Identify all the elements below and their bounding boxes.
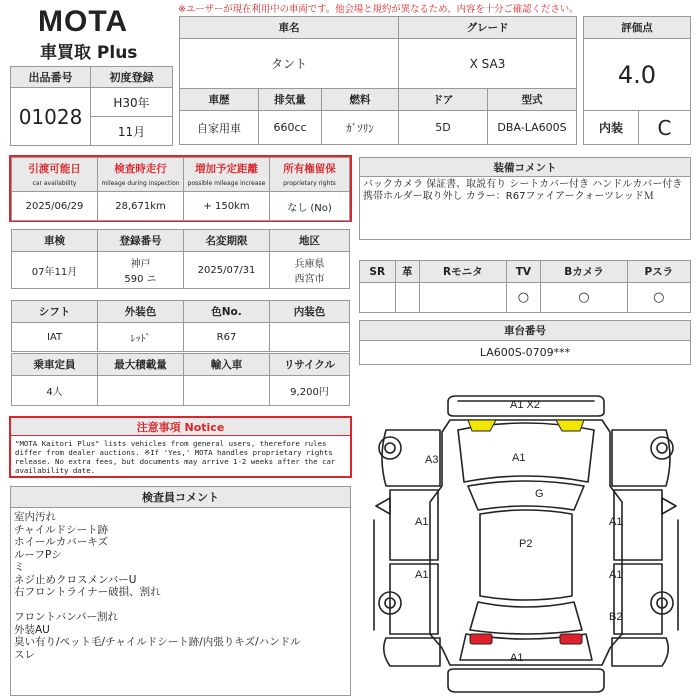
chassis-table bbox=[359, 320, 691, 365]
displacement-value: 660cc bbox=[259, 111, 322, 145]
front-marker-right bbox=[556, 420, 584, 431]
district-label: 地区 bbox=[270, 230, 350, 252]
ext-color-label: 外装色 bbox=[98, 301, 184, 323]
option-pslide-value: ○ bbox=[627, 283, 690, 313]
recycle-value: 9,200円 bbox=[270, 376, 350, 406]
option-sr-value bbox=[360, 283, 396, 313]
inspector-line: 外装AU bbox=[14, 623, 50, 636]
door-value: 5D bbox=[399, 111, 488, 145]
capacity-table bbox=[11, 353, 350, 406]
mark-left-fender: A3 bbox=[425, 454, 439, 466]
windshield bbox=[468, 481, 584, 510]
first-reg-label: 初度登録 bbox=[90, 66, 173, 88]
left-mirror bbox=[376, 498, 390, 514]
int-color-value bbox=[270, 323, 350, 352]
mark-left-rear-door: A1 bbox=[415, 569, 429, 581]
mark-right-rear-door: A1 bbox=[609, 569, 623, 581]
inspector-line: 室内汚れ bbox=[14, 511, 56, 523]
color-no-label: 色No. bbox=[184, 301, 270, 323]
shift-table bbox=[11, 300, 350, 352]
reg-number-value: 神戸 590 ニ bbox=[98, 252, 184, 289]
import-value bbox=[184, 376, 270, 406]
displacement-label: 排気量 bbox=[259, 89, 322, 111]
availability-h1: 引渡可能日 car availability bbox=[12, 158, 98, 192]
car-name-label: 車名 bbox=[180, 17, 399, 39]
score-table bbox=[583, 16, 691, 145]
logo-subtitle: 車買取 Plus bbox=[40, 43, 138, 63]
mark-rear-bumper: A1 bbox=[510, 652, 524, 664]
option-pslide-label: Pスラ bbox=[627, 261, 690, 283]
option-rmonitor-label: Rモニタ bbox=[420, 261, 507, 283]
front-marker-left bbox=[468, 420, 496, 431]
vehicle-table bbox=[179, 16, 577, 145]
equipment-text: バックカメラ 保証書、取説有り シートカバー付き ハンドルカバー付き 携帯ホルダー取り外し カラー：R67ファイアークォーツレッドＭ bbox=[360, 177, 691, 240]
inspector-comments bbox=[11, 508, 350, 664]
proprietary-rights: なし (No) bbox=[270, 192, 350, 221]
chassis-value: LA600S-0709*** bbox=[360, 341, 691, 365]
inspector-box bbox=[10, 486, 351, 696]
grade-label: グレード bbox=[399, 17, 577, 39]
fuel-value: ｶﾞｿﾘﾝ bbox=[322, 111, 399, 145]
grade-value: X SA3 bbox=[399, 39, 577, 89]
listing-no-value: 01028 bbox=[10, 87, 91, 146]
option-bcamera-label: Bカメラ bbox=[541, 261, 627, 283]
car-name-value: タント bbox=[180, 39, 399, 89]
notice-title: 注意事項 Notice bbox=[11, 418, 350, 436]
shift-value: IAT bbox=[12, 323, 98, 352]
max-load-value bbox=[98, 376, 184, 406]
inspector-line: ミ bbox=[14, 561, 25, 573]
name-change-label: 名変期限 bbox=[184, 230, 270, 252]
mark-right-front-door: A1 bbox=[609, 516, 623, 528]
max-load-label: 最大積載量 bbox=[98, 354, 184, 376]
mark-left-front-door: A1 bbox=[415, 516, 429, 528]
chassis-label: 車台番号 bbox=[360, 321, 691, 341]
option-bcamera-value: ○ bbox=[541, 283, 627, 313]
shaken-value: 07年11月 bbox=[12, 252, 98, 289]
inspector-line: フロントバンパー割れ bbox=[14, 611, 119, 623]
option-rmonitor-value bbox=[420, 283, 507, 313]
score-value: 4.0 bbox=[584, 39, 691, 111]
availability-date: 2025/06/29 bbox=[12, 192, 98, 221]
door-label: ドア bbox=[399, 89, 488, 111]
fuel-label: 燃料 bbox=[322, 89, 399, 111]
option-tv-label: TV bbox=[506, 261, 541, 283]
mark-right-rear-quarter: B2 bbox=[609, 611, 623, 623]
name-change-value: 2025/07/31 bbox=[184, 252, 270, 289]
availability-h2: 検査時走行 mileage during inspection bbox=[98, 158, 184, 192]
rear-lamp-left bbox=[470, 634, 492, 644]
roof bbox=[480, 510, 572, 600]
capacity-label: 乗車定員 bbox=[12, 354, 98, 376]
inspector-line: ホイールカバーキズ bbox=[14, 536, 109, 548]
inspector-line: 臭い有り/ペット毛/チャイルドシート跡/内張りキズ/ハンドル bbox=[14, 636, 301, 648]
inspection-table bbox=[11, 229, 350, 289]
notice-box bbox=[9, 416, 352, 478]
model-value: DBA-LA600S bbox=[488, 111, 577, 145]
right-rear-quarter bbox=[612, 638, 668, 666]
option-tv-value: ○ bbox=[506, 283, 541, 313]
model-label: 型式 bbox=[488, 89, 577, 111]
front-right-fender bbox=[612, 430, 670, 486]
logo-text: MOTA bbox=[38, 5, 129, 38]
top-notice: ※ユーザーが現在利用中の車両です。他会場と規約が異なるため、内容を十分ご確認ください。 bbox=[178, 4, 579, 15]
shift-label: シフト bbox=[12, 301, 98, 323]
inspector-line: 右フロントライナー破損、割れ bbox=[14, 586, 161, 598]
options-table bbox=[359, 260, 691, 313]
mileage-increase: + 150km bbox=[184, 192, 270, 221]
mark-front-bumper: A1 X2 bbox=[510, 399, 540, 411]
ext-color-value: ﾚｯﾄﾞ bbox=[98, 323, 184, 352]
wheel-front-left-inner bbox=[385, 443, 395, 453]
int-color-label: 内装色 bbox=[270, 301, 350, 323]
mark-hood: A1 bbox=[512, 452, 526, 464]
import-label: 輸入車 bbox=[184, 354, 270, 376]
option-leather-label: 革 bbox=[395, 261, 420, 283]
inspector-line bbox=[14, 599, 347, 612]
capacity-value: 4人 bbox=[12, 376, 98, 406]
mota-logo bbox=[38, 5, 148, 38]
history-label: 車歴 bbox=[180, 89, 259, 111]
inspector-line: ルーフPシ bbox=[14, 548, 62, 561]
inspector-line: チャイルドシート跡 bbox=[14, 523, 109, 536]
hood bbox=[458, 423, 594, 482]
color-no-value: R67 bbox=[184, 323, 270, 352]
mark-windshield: G bbox=[535, 488, 544, 500]
listing-no-label: 出品番号 bbox=[10, 66, 91, 88]
wheel-front-right-inner bbox=[657, 443, 667, 453]
first-reg-year: H30年 bbox=[90, 87, 173, 117]
interior-label: 内装 bbox=[584, 111, 639, 145]
notice-text: "MOTA Kaitori Plus" lists vehicles from general users, therefore rules differ from dealer auctions. ※If 'Yes,' MOTA handles proprietary rights release. No extra fees, but documents may arrive 1-2 weeks after the car availability date. bbox=[15, 439, 336, 475]
option-sr-label: SR bbox=[360, 261, 396, 283]
inspector-line: ネジ止めクロスメンバーU bbox=[14, 573, 137, 586]
rear-glass bbox=[470, 602, 582, 634]
availability-h4: 所有権留保 proprietary rights bbox=[270, 158, 350, 192]
inspector-line: スレ bbox=[14, 648, 35, 661]
rear-bumper bbox=[448, 669, 604, 692]
score-label: 評価点 bbox=[584, 17, 691, 39]
rear-lamp-right bbox=[560, 634, 582, 644]
interior-value: C bbox=[639, 111, 691, 145]
option-leather-value bbox=[395, 283, 420, 313]
recycle-label: リサイクル bbox=[270, 354, 350, 376]
right-mirror bbox=[662, 498, 676, 514]
first-reg-month: 11月 bbox=[90, 116, 173, 146]
availability-table bbox=[11, 157, 350, 221]
reg-number-label: 登録番号 bbox=[98, 230, 184, 252]
equipment-table bbox=[359, 157, 691, 240]
inspector-label: 検査員コメント bbox=[11, 487, 350, 508]
inspection-mileage: 28,671km bbox=[98, 192, 184, 221]
history-value: 自家用車 bbox=[180, 111, 259, 145]
shaken-label: 車検 bbox=[12, 230, 98, 252]
district-value: 兵庫県 西宮市 bbox=[270, 252, 350, 289]
availability-h3: 増加予定距離 possible mileage increase bbox=[184, 158, 270, 192]
mark-roof: P2 bbox=[519, 538, 533, 550]
equipment-label: 装備コメント bbox=[360, 158, 691, 177]
left-rear-quarter bbox=[384, 638, 440, 666]
